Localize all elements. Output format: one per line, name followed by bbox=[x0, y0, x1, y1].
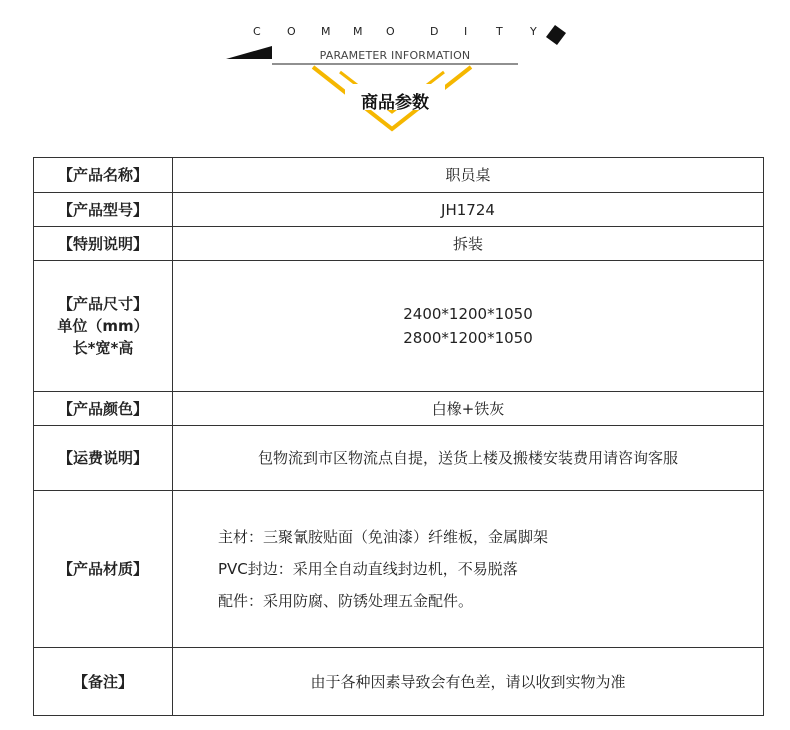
table-row bbox=[34, 426, 764, 491]
row-label: 【产品颜色】 bbox=[34, 392, 173, 426]
commodity-letter: O bbox=[386, 25, 395, 38]
commodity-letter: M bbox=[321, 25, 331, 38]
commodity-letter: D bbox=[430, 25, 439, 38]
label-line: 单位（mm） bbox=[57, 317, 149, 335]
value-line: 2800*1200*1050 bbox=[403, 329, 533, 347]
table-row bbox=[34, 193, 764, 227]
right-diamond-shape bbox=[546, 25, 566, 45]
value-line: PVC封边：采用全自动直线封边机，不易脱落 bbox=[218, 560, 518, 578]
row-label: 【特别说明】 bbox=[34, 227, 173, 261]
header-subtitle: PARAMETER INFORMATION bbox=[319, 49, 471, 62]
commodity-letter: I bbox=[464, 25, 468, 38]
table-row bbox=[34, 158, 764, 193]
row-value: 白橡+铁灰 bbox=[173, 392, 764, 426]
row-label: 【运费说明】 bbox=[34, 426, 173, 491]
row-value: JH1724 bbox=[173, 193, 764, 227]
table-row bbox=[34, 261, 764, 392]
row-value bbox=[173, 261, 764, 392]
value-line: 配件：采用防腐、防锈处理五金配件。 bbox=[218, 592, 474, 610]
spec-table bbox=[33, 157, 764, 716]
row-label: 【产品名称】 bbox=[34, 158, 173, 193]
commodity-letter: Y bbox=[530, 25, 537, 38]
row-value: 由于各种因素导致会有色差，请以收到实物为准 bbox=[173, 648, 764, 716]
row-label: 【产品型号】 bbox=[34, 193, 173, 227]
row-value: 包物流到市区物流点自提，送货上楼及搬楼安装费用请咨询客服 bbox=[173, 426, 764, 491]
value-line: 主材：三聚氰胺贴面（免油漆）纤维板，金属脚架 bbox=[218, 528, 549, 546]
table-row bbox=[34, 648, 764, 716]
row-value bbox=[173, 491, 764, 648]
commodity-letters bbox=[245, 25, 545, 43]
row-value: 职员桌 bbox=[173, 158, 764, 193]
label-line: 长*宽*高 bbox=[72, 339, 134, 357]
value-line: 2400*1200*1050 bbox=[403, 305, 533, 323]
left-wedge-shape bbox=[226, 46, 272, 59]
row-label: 【备注】 bbox=[34, 648, 173, 716]
header-decoration bbox=[0, 0, 790, 150]
label-line: 【产品尺寸】 bbox=[57, 295, 148, 313]
row-value: 拆装 bbox=[173, 227, 764, 261]
table-row bbox=[34, 392, 764, 426]
section-header bbox=[0, 0, 790, 150]
commodity-letter: O bbox=[287, 25, 296, 38]
table-row bbox=[34, 491, 764, 648]
commodity-letter: M bbox=[353, 25, 363, 38]
table-row bbox=[34, 227, 764, 261]
page-title: 商品参数 bbox=[361, 93, 429, 113]
commodity-letter: C bbox=[253, 25, 261, 38]
row-label: 【产品材质】 bbox=[34, 491, 173, 648]
commodity-letter: T bbox=[496, 25, 503, 38]
row-label bbox=[34, 261, 173, 392]
